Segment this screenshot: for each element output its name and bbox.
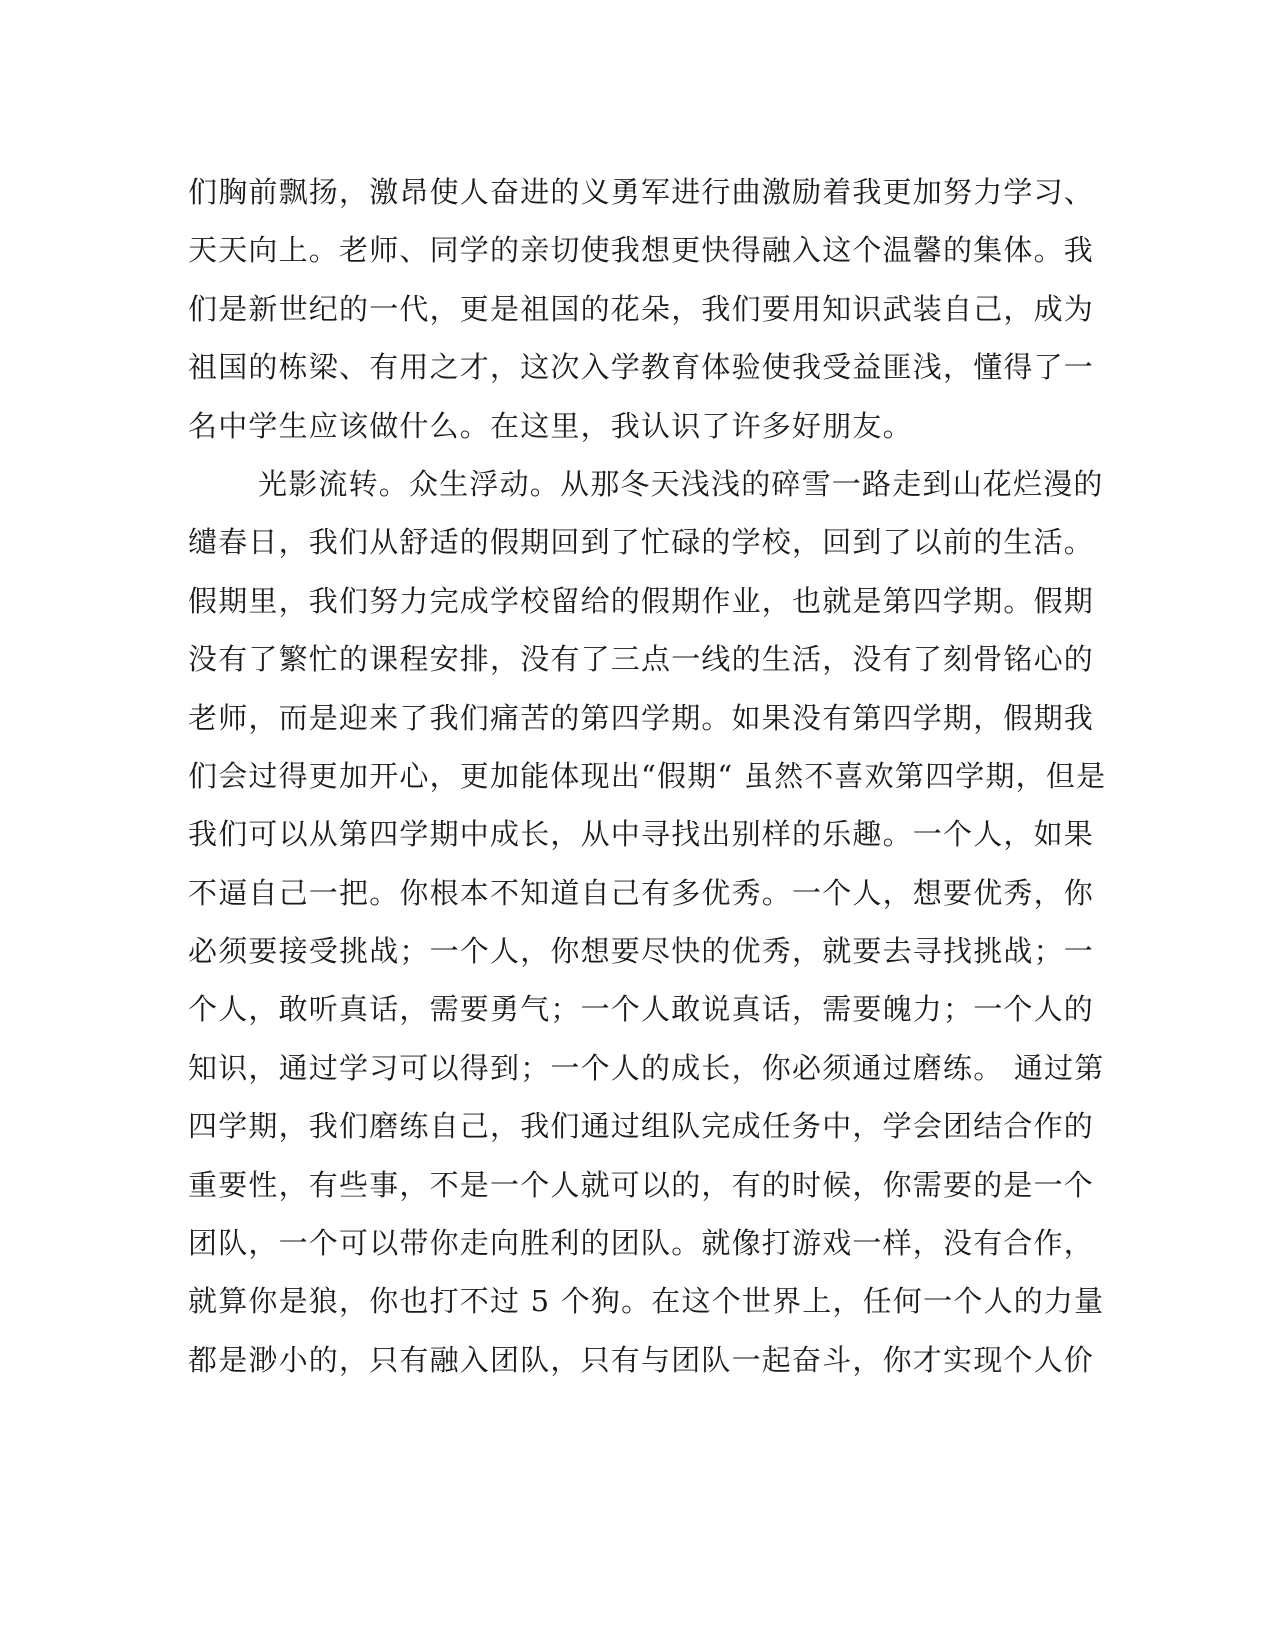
text-line: 天天向上。老师、同学的亲切使我想更快得融入这个温馨的集体。我 bbox=[188, 233, 1095, 268]
text-line: 名中学生应该做什么。在这里，我认识了许多好朋友。 bbox=[188, 408, 913, 443]
text-line: 祖国的栋梁、有用之才，这次入学教育体验使我受益匪浅，懂得了一 bbox=[188, 350, 1095, 385]
text-line: 缱春日，我们从舒适的假期回到了忙碌的学校，回到了以前的生活。 bbox=[188, 525, 1095, 560]
text-line: 四学期，我们磨练自己，我们通过组队完成任务中，学会团结合作的 bbox=[188, 1109, 1095, 1144]
body-text bbox=[188, 163, 1107, 1389]
text-line: 们是新世纪的一代，更是祖国的花朵，我们要用知识武装自己，成为 bbox=[188, 291, 1095, 326]
text-line: 没有了繁忙的课程安排，没有了三点一线的生活，没有了刻骨铭心的 bbox=[188, 642, 1095, 677]
text-line: 就算你是狼，你也打不过 5 个狗。在这个世界上，任何一个人的力量 bbox=[188, 1284, 1105, 1319]
text-line: 们会过得更加开心，更加能体现出“假期“ 虽然不喜欢第四学期，但是 bbox=[188, 758, 1107, 793]
text-line: 不逼自己一把。你根本不知道自己有多优秀。一个人，想要优秀，你 bbox=[188, 875, 1095, 910]
text-line: 重要性，有些事，不是一个人就可以的，有的时候，你需要的是一个 bbox=[188, 1167, 1095, 1202]
text-line: 假期里，我们努力完成学校留给的假期作业，也就是第四学期。假期 bbox=[188, 583, 1095, 618]
text-line: 们胸前飘扬，激昂使人奋进的义勇军进行曲激励着我更加努力学习、 bbox=[188, 175, 1095, 209]
text-line: 都是渺小的，只有融入团队，只有与团队一起奋斗，你才实现个人价 bbox=[188, 1342, 1095, 1377]
paragraph-start-line: 光影流转。众生浮动。从那冬天浅浅的碎雪一路走到山花烂漫的 bbox=[258, 466, 1104, 501]
text-line: 个人，敢听真话，需要勇气；一个人敢说真话，需要魄力；一个人的 bbox=[188, 992, 1095, 1027]
text-line: 老师，而是迎来了我们痛苦的第四学期。如果没有第四学期，假期我 bbox=[188, 700, 1095, 735]
text-line: 必须要接受挑战；一个人，你想要尽快的优秀，就要去寻找挑战；一 bbox=[188, 934, 1095, 969]
text-line: 团队，一个可以带你走向胜利的团队。就像打游戏一样，没有合作， bbox=[188, 1226, 1095, 1261]
text-line: 我们可以从第四学期中成长，从中寻找出别样的乐趣。一个人，如果 bbox=[188, 817, 1095, 852]
text-line: 知识，通过学习可以得到；一个人的成长，你必须通过磨练。 通过第 bbox=[188, 1050, 1105, 1085]
